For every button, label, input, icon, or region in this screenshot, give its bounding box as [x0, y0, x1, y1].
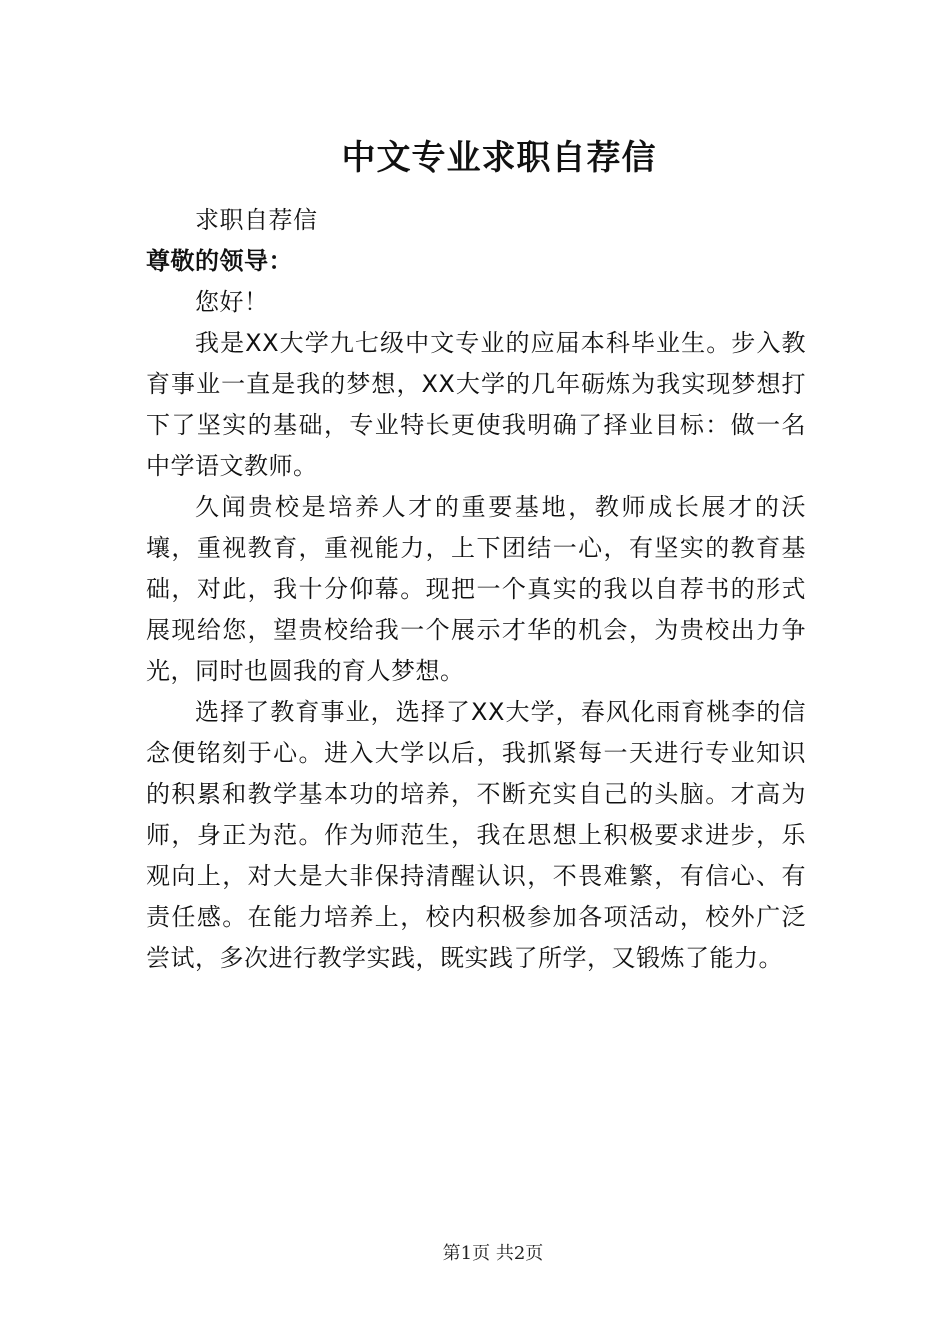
paragraph-2: 久闻贵校是培养人才的重要基地，教师成长展才的沃壤，重视教育，重视能力，上下团结一心，有坚实的教育基础，对此，我十分仰幕。现把一个真实的我以自荐书的形式展现给您，望贵校给我一个展示才华的机会，为贵校出力争光，同时也圆我的育人梦想。	[146, 493, 806, 685]
greeting: 您好！	[195, 288, 269, 316]
paragraph-1: 我是XX大学九七级中文专业的应届本科毕业生。步入教育事业一直是我的梦想，XX大学的几年砺炼为我实现梦想打下了坚实的基础，专业特长更使我明确了择业目标：做一名中学语文教师。	[146, 329, 806, 480]
salutation: 尊敬的领导：	[146, 247, 293, 275]
page-number-footer: 第1页 共2页	[442, 1243, 544, 1264]
subtitle: 求职自荐信	[195, 206, 318, 234]
document-body	[146, 200, 806, 979]
paragraph-3: 选择了教育事业，选择了XX大学，春风化雨育桃李的信念便铭刻于心。进入大学以后，我抓紧每一天进行专业知识的积累和教学基本功的培养，不断充实自己的头脑。才高为师，身正为范。作为师范生，我在思想上积极要求进步，乐观向上，对大是大非保持清醒认识，不畏难繁，有信心、有责任感。在能力培养上，校内积极参加各项活动，校外广泛尝试，多次进行教学实践，既实践了所学，又锻炼了能力。	[146, 698, 806, 972]
document-title: 中文专业求职自荐信	[341, 138, 657, 178]
